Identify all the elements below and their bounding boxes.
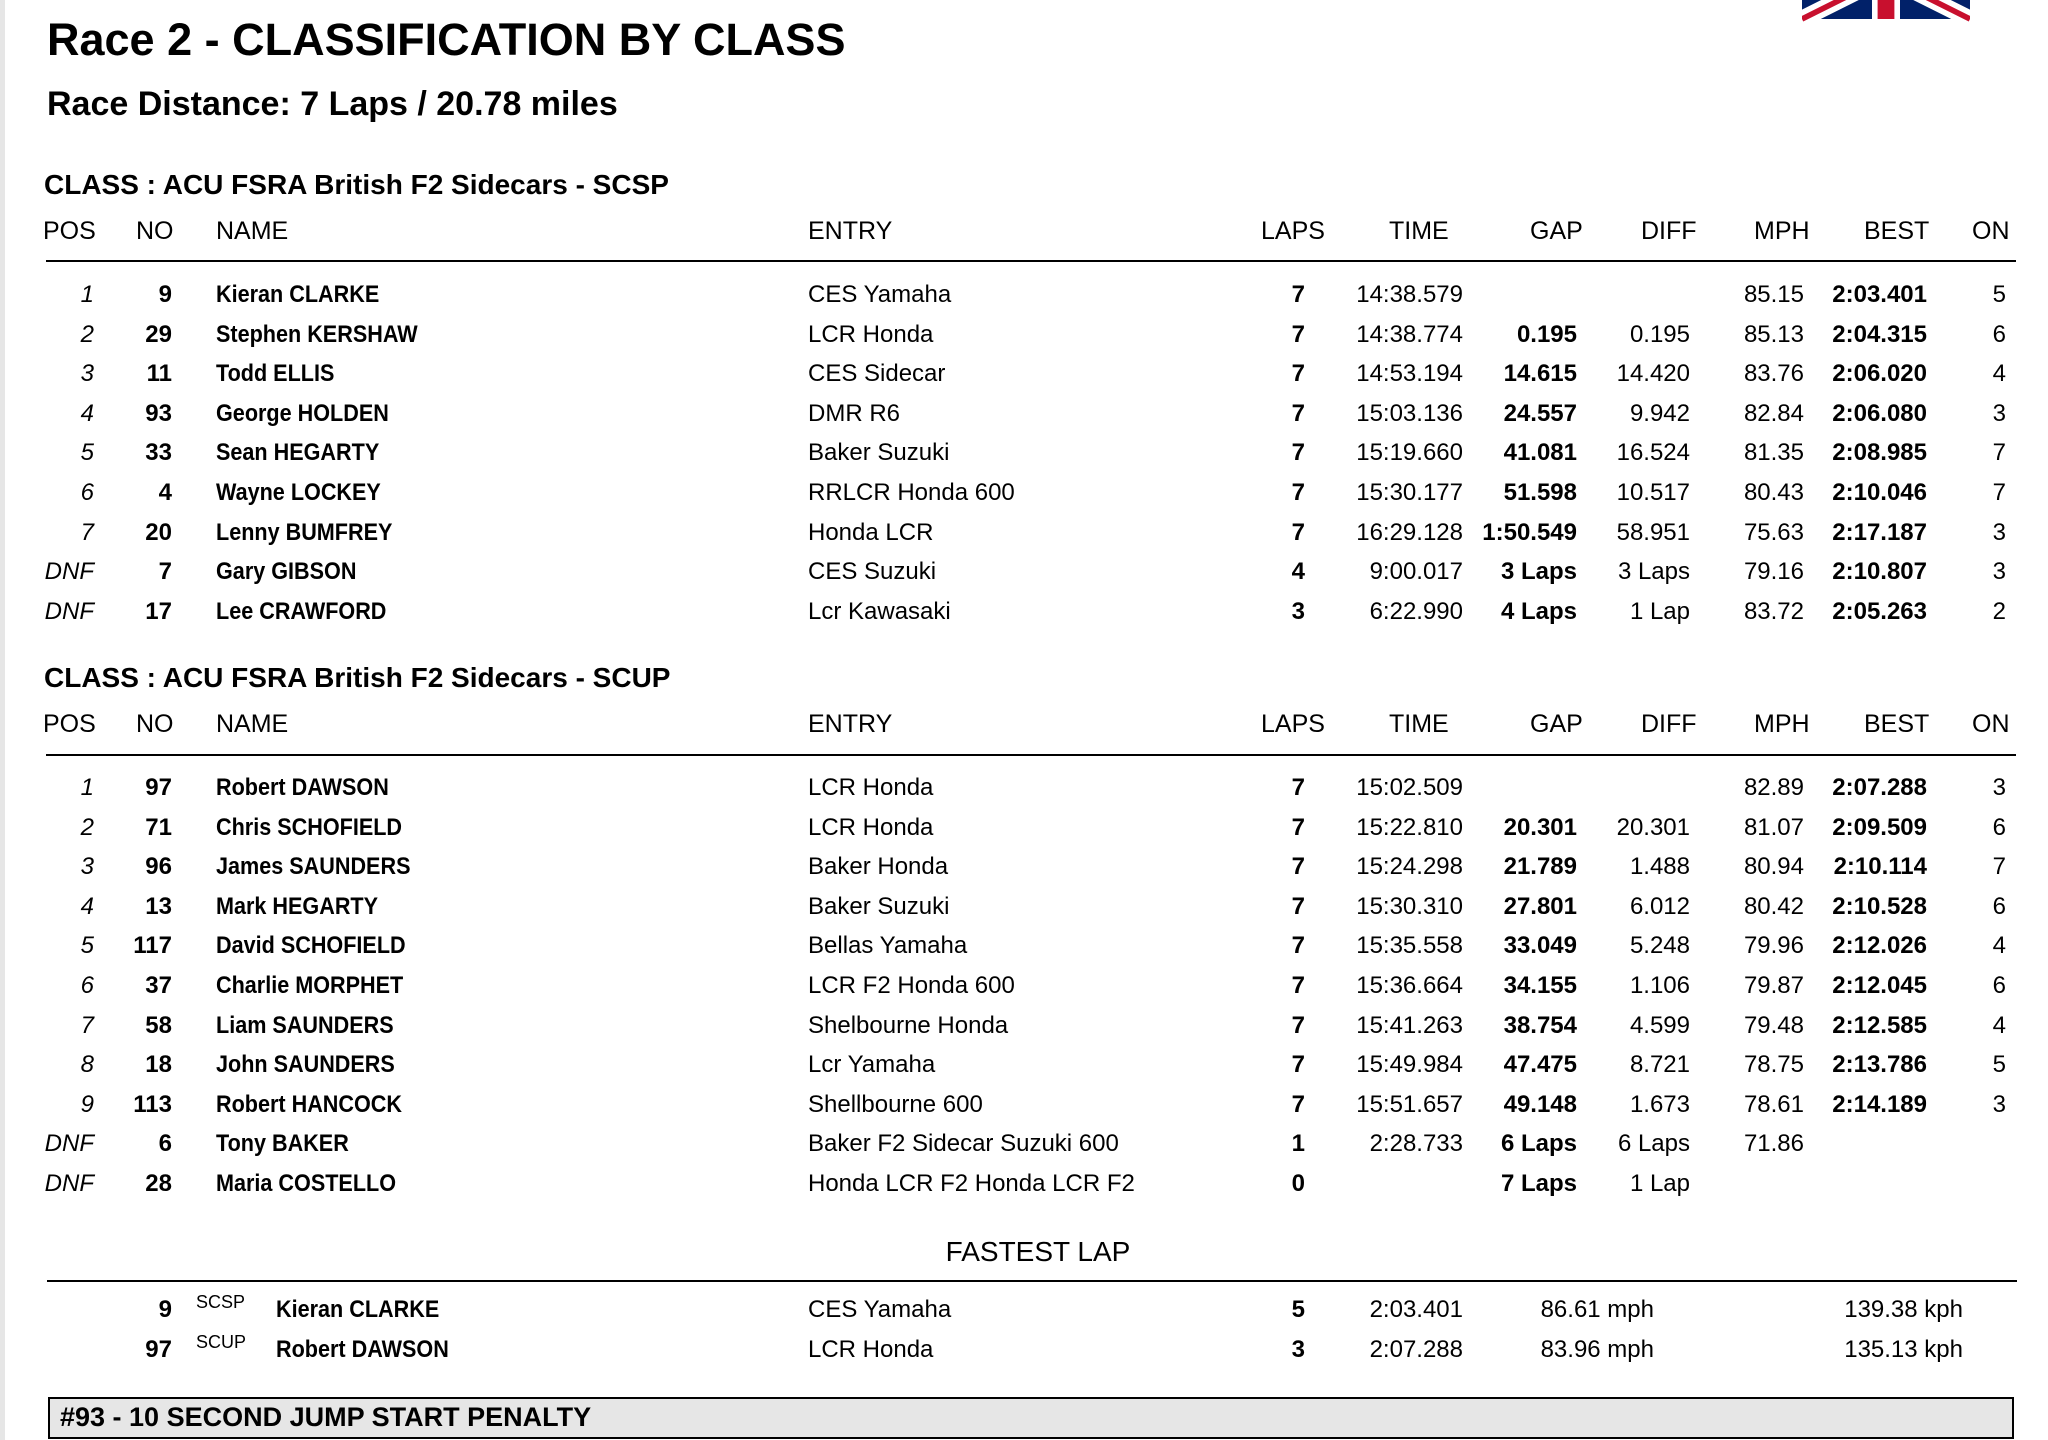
cell-gap: 6 Laps <box>1500 1130 1577 1158</box>
fastest-lap-lap: 5 <box>1291 1296 1305 1323</box>
column-header-row <box>0 217 2048 251</box>
cell-pos: 2 <box>80 320 94 348</box>
col-name: NAME <box>216 217 289 245</box>
fastest-lap-lap: 3 <box>1291 1336 1305 1363</box>
fastest-lap-row <box>0 1290 2048 1330</box>
fastest-lap-title: FASTEST LAP <box>945 1236 1131 1267</box>
cell-pos: 9 <box>80 1090 94 1118</box>
cell-pos: 1 <box>80 281 94 308</box>
cell-pos: 4 <box>80 399 94 427</box>
col-gap: GAP <box>1530 710 1583 738</box>
cell-pos: 1 <box>80 774 94 801</box>
cell-entry: LCR Honda <box>808 813 934 841</box>
cell-diff: 1.488 <box>1629 853 1690 881</box>
cell-entry: LCR Honda <box>808 774 934 801</box>
cell-diff: 1 Lap <box>1629 1169 1690 1197</box>
table-row <box>0 848 2048 888</box>
cell-laps: 7 <box>1291 1011 1305 1039</box>
cell-entry: Baker Honda <box>808 853 949 881</box>
cell-no: 97 <box>145 774 172 801</box>
table-row <box>0 1007 2048 1047</box>
cell-mph: 83.76 <box>1743 360 1804 388</box>
cell-no: 117 <box>133 932 172 960</box>
fastest-lap-list <box>0 1290 2048 1370</box>
cell-mph: 81.07 <box>1743 813 1804 841</box>
cell-on: 7 <box>1992 853 2006 881</box>
cell-diff: 1.673 <box>1629 1090 1690 1118</box>
cell-on: 3 <box>1992 774 2006 801</box>
cell-name: Liam SAUNDERS <box>216 1011 394 1039</box>
table-row <box>0 927 2048 967</box>
cell-name: Lenny BUMFREY <box>216 518 393 546</box>
cell-pos: 3 <box>80 853 94 881</box>
table-row <box>0 1046 2048 1086</box>
cell-entry: Baker Suzuki <box>808 439 950 467</box>
cell-gap: 24.557 <box>1503 399 1577 427</box>
cell-entry: Baker Suzuki <box>808 892 950 920</box>
cell-entry: Shellbourne 600 <box>808 1090 983 1118</box>
col-on: ON <box>1972 217 2010 245</box>
cell-no: 13 <box>145 892 172 920</box>
cell-time: 15:41.263 <box>1356 1011 1463 1039</box>
cell-best: 2:06.080 <box>1832 399 1927 427</box>
cell-on: 7 <box>1992 478 2006 506</box>
cell-entry: DMR R6 <box>808 399 901 427</box>
cell-best: 2:12.585 <box>1832 1011 1927 1039</box>
fastest-lap-no: 9 <box>158 1296 172 1323</box>
cell-gap: 20.301 <box>1503 813 1577 841</box>
cell-diff: 1 Lap <box>1629 597 1690 625</box>
fastest-lap-class: SCUP <box>196 1332 247 1352</box>
cell-on: 4 <box>1992 360 2006 388</box>
col-laps: LAPS <box>1261 710 1325 738</box>
cell-laps: 7 <box>1291 813 1305 841</box>
cell-no: 9 <box>158 281 172 308</box>
cell-name: Sean HEGARTY <box>216 439 380 467</box>
cell-laps: 7 <box>1291 320 1305 348</box>
cell-name: Wayne LOCKEY <box>216 478 381 506</box>
cell-pos: DNF <box>44 1169 94 1197</box>
class-title: CLASS : ACU FSRA British F2 Sidecars - SCUP <box>44 662 671 693</box>
col-best: BEST <box>1864 217 1930 245</box>
cell-diff: 8.721 <box>1629 1051 1690 1079</box>
fastest-lap-rule <box>47 1280 2017 1282</box>
cell-pos: 4 <box>80 892 94 920</box>
cell-entry: CES Sidecar <box>808 360 946 388</box>
cell-pos: 6 <box>80 971 94 999</box>
cell-pos: 8 <box>80 1051 94 1079</box>
cell-time: 14:38.579 <box>1356 281 1463 308</box>
cell-laps: 7 <box>1291 932 1305 960</box>
cell-gap: 21.789 <box>1503 853 1577 881</box>
fastest-lap-entry: CES Yamaha <box>808 1296 952 1323</box>
cell-on: 2 <box>1992 597 2006 625</box>
cell-no: 96 <box>145 853 172 881</box>
fastest-lap-kph: 135.13 kph <box>1844 1336 1963 1363</box>
cell-best: 2:10.114 <box>1833 853 1927 881</box>
cell-best: 2:13.786 <box>1832 1051 1927 1079</box>
fastest-lap-entry: LCR Honda <box>808 1336 934 1363</box>
cell-on: 7 <box>1992 439 2006 467</box>
cell-on: 4 <box>1992 932 2006 960</box>
cell-on: 6 <box>1992 813 2006 841</box>
cell-pos: DNF <box>44 1130 94 1158</box>
cell-entry: LCR Honda <box>808 320 934 348</box>
cell-best: 2:12.045 <box>1832 971 1927 999</box>
cell-best: 2:06.020 <box>1832 360 1927 388</box>
cell-name: Mark HEGARTY <box>216 892 379 920</box>
cell-best: 2:08.985 <box>1832 439 1927 467</box>
fastest-lap-name: Robert DAWSON <box>276 1336 449 1363</box>
cell-time: 15:24.298 <box>1356 853 1463 881</box>
table-row <box>0 553 2048 593</box>
cell-entry: RRLCR Honda 600 <box>808 478 1015 506</box>
cell-no: 6 <box>158 1130 172 1158</box>
cell-gap: 33.049 <box>1503 932 1577 960</box>
table-row <box>0 395 2048 435</box>
col-pos: POS <box>43 710 96 738</box>
fastest-lap-time: 2:07.288 <box>1369 1336 1463 1363</box>
cell-pos: 5 <box>80 439 94 467</box>
cell-laps: 7 <box>1291 892 1305 920</box>
cell-entry: Honda LCR F2 Honda LCR F2 <box>808 1169 1135 1197</box>
cell-name: Tony BAKER <box>216 1130 349 1158</box>
cell-name: Lee CRAWFORD <box>216 597 387 625</box>
cell-gap: 0.195 <box>1516 320 1577 348</box>
cell-name: George HOLDEN <box>216 399 389 427</box>
cell-on: 3 <box>1992 558 2006 586</box>
cell-laps: 4 <box>1291 558 1305 586</box>
cell-entry: Lcr Yamaha <box>808 1051 936 1079</box>
cell-on: 3 <box>1992 518 2006 546</box>
cell-name: Gary GIBSON <box>216 558 357 586</box>
cell-no: 20 <box>145 518 172 546</box>
cell-name: Chris SCHOFIELD <box>216 813 403 841</box>
cell-laps: 7 <box>1291 281 1305 308</box>
col-no: NO <box>136 217 174 245</box>
header-rule <box>46 754 2016 756</box>
cell-diff: 6.012 <box>1629 892 1690 920</box>
cell-gap: 49.148 <box>1503 1090 1577 1118</box>
cell-name: James SAUNDERS <box>216 853 411 881</box>
table-row <box>0 276 2048 316</box>
cell-mph: 80.42 <box>1743 892 1804 920</box>
cell-pos: 6 <box>80 478 94 506</box>
cell-laps: 7 <box>1291 971 1305 999</box>
cell-diff: 0.195 <box>1629 320 1690 348</box>
table-row <box>0 809 2048 849</box>
col-mph: MPH <box>1754 710 1810 738</box>
cell-time: 16:29.128 <box>1356 518 1463 546</box>
results-list <box>0 276 2048 632</box>
cell-best: 2:07.288 <box>1832 774 1927 801</box>
cell-laps: 7 <box>1291 439 1305 467</box>
race-distance: Race Distance: 7 Laps / 20.78 miles <box>47 85 618 123</box>
cell-pos: 3 <box>80 360 94 388</box>
cell-pos: 2 <box>80 813 94 841</box>
cell-mph: 79.16 <box>1743 558 1804 586</box>
cell-no: 7 <box>158 558 172 586</box>
cell-laps: 7 <box>1291 518 1305 546</box>
table-row <box>0 355 2048 395</box>
fastest-lap-name: Kieran CLARKE <box>276 1296 440 1323</box>
cell-laps: 7 <box>1291 360 1305 388</box>
col-name: NAME <box>216 710 289 738</box>
cell-mph: 79.48 <box>1743 1011 1804 1039</box>
cell-no: 28 <box>145 1169 172 1197</box>
cell-diff: 58.951 <box>1616 518 1690 546</box>
cell-name: John SAUNDERS <box>216 1051 395 1079</box>
table-row <box>0 593 2048 633</box>
fastest-lap-mph: 83.96 mph <box>1540 1336 1654 1363</box>
cell-best: 2:10.807 <box>1832 558 1927 586</box>
cell-no: 93 <box>145 399 172 427</box>
cell-time: 15:30.177 <box>1356 478 1463 506</box>
cell-time: 15:19.660 <box>1356 439 1463 467</box>
table-row <box>0 434 2048 474</box>
col-entry: ENTRY <box>808 710 893 738</box>
cell-no: 71 <box>145 813 172 841</box>
cell-gap: 1:50.549 <box>1482 518 1577 546</box>
cell-diff: 4.599 <box>1629 1011 1690 1039</box>
col-mph: MPH <box>1754 217 1810 245</box>
cell-name: Kieran CLARKE <box>216 281 380 308</box>
cell-name: Charlie MORPHET <box>216 971 404 999</box>
col-time: TIME <box>1389 710 1449 738</box>
cell-time: 9:00.017 <box>1369 558 1463 586</box>
cell-time: 2:28.733 <box>1369 1130 1463 1158</box>
cell-time: 15:03.136 <box>1356 399 1463 427</box>
fastest-lap-no: 97 <box>145 1336 172 1363</box>
cell-entry: CES Suzuki <box>808 558 937 586</box>
cell-name: Maria COSTELLO <box>216 1169 397 1197</box>
union-jack-icon <box>1802 0 1970 34</box>
page-title: Race 2 - CLASSIFICATION BY CLASS <box>47 14 846 65</box>
cell-mph: 82.89 <box>1743 774 1804 801</box>
cell-no: 37 <box>145 971 172 999</box>
cell-time: 6:22.990 <box>1369 597 1463 625</box>
cell-gap: 34.155 <box>1503 971 1577 999</box>
cell-mph: 79.87 <box>1743 971 1804 999</box>
cell-on: 5 <box>1992 281 2006 308</box>
fastest-lap-kph: 139.38 kph <box>1844 1296 1963 1323</box>
cell-diff: 10.517 <box>1616 478 1690 506</box>
cell-time: 15:35.558 <box>1356 932 1463 960</box>
table-row <box>0 474 2048 514</box>
cell-laps: 7 <box>1291 399 1305 427</box>
col-best: BEST <box>1864 710 1930 738</box>
table-row <box>0 888 2048 928</box>
cell-no: 113 <box>133 1090 172 1118</box>
cell-on: 6 <box>1992 320 2006 348</box>
cell-time: 15:49.984 <box>1356 1051 1463 1079</box>
cell-pos: 7 <box>80 518 94 546</box>
cell-time: 15:51.657 <box>1356 1090 1463 1118</box>
cell-gap: 14.615 <box>1503 360 1577 388</box>
cell-no: 11 <box>146 360 172 388</box>
cell-gap: 27.801 <box>1503 892 1577 920</box>
cell-gap: 51.598 <box>1503 478 1577 506</box>
cell-diff: 9.942 <box>1629 399 1690 427</box>
cell-name: Robert HANCOCK <box>216 1090 403 1118</box>
cell-on: 3 <box>1992 1090 2006 1118</box>
cell-time: 15:30.310 <box>1356 892 1463 920</box>
cell-diff: 5.248 <box>1629 932 1690 960</box>
penalty-text: #93 - 10 SECOND JUMP START PENALTY <box>60 1402 592 1432</box>
cell-no: 18 <box>145 1051 172 1079</box>
cell-gap: 41.081 <box>1503 439 1577 467</box>
cell-best: 2:04.315 <box>1832 320 1927 348</box>
cell-name: Todd ELLIS <box>216 360 335 388</box>
fastest-lap-mph: 86.61 mph <box>1540 1296 1654 1323</box>
cell-time: 15:02.509 <box>1356 774 1463 801</box>
cell-mph: 80.94 <box>1743 853 1804 881</box>
cell-mph: 75.63 <box>1743 518 1804 546</box>
col-pos: POS <box>43 217 96 245</box>
cell-gap: 7 Laps <box>1500 1169 1577 1197</box>
cell-mph: 85.15 <box>1743 281 1804 308</box>
cell-on: 6 <box>1992 892 2006 920</box>
table-row <box>0 769 2048 809</box>
cell-diff: 20.301 <box>1616 813 1690 841</box>
col-diff: DIFF <box>1641 710 1697 738</box>
cell-laps: 1 <box>1291 1130 1305 1158</box>
cell-entry: Lcr Kawasaki <box>808 597 951 625</box>
cell-name: David SCHOFIELD <box>216 932 406 960</box>
cell-diff: 6 Laps <box>1617 1130 1690 1158</box>
cell-no: 4 <box>158 478 172 506</box>
col-laps: LAPS <box>1261 217 1325 245</box>
fastest-lap-row <box>0 1330 2048 1370</box>
table-row <box>0 967 2048 1007</box>
cell-best: 2:10.528 <box>1832 892 1927 920</box>
table-row <box>0 1125 2048 1165</box>
results-list <box>0 769 2048 1205</box>
cell-on: 6 <box>1992 971 2006 999</box>
cell-gap: 47.475 <box>1503 1051 1577 1079</box>
column-header-row <box>0 710 2048 744</box>
cell-mph: 83.72 <box>1743 597 1804 625</box>
cell-time: 14:38.774 <box>1356 320 1463 348</box>
col-gap: GAP <box>1530 217 1583 245</box>
fastest-lap-time: 2:03.401 <box>1369 1296 1463 1323</box>
cell-laps: 7 <box>1291 853 1305 881</box>
cell-laps: 7 <box>1291 774 1305 801</box>
class-title: CLASS : ACU FSRA British F2 Sidecars - SCSP <box>44 169 669 200</box>
penalty-notice <box>48 1397 2014 1439</box>
cell-best: 2:10.046 <box>1832 478 1927 506</box>
cell-name: Robert DAWSON <box>216 774 389 801</box>
cell-no: 58 <box>145 1011 172 1039</box>
col-entry: ENTRY <box>808 217 893 245</box>
cell-mph: 71.86 <box>1743 1130 1804 1158</box>
cell-diff: 1.106 <box>1629 971 1690 999</box>
cell-best: 2:09.509 <box>1832 813 1927 841</box>
cell-diff: 14.420 <box>1616 360 1690 388</box>
cell-time: 15:36.664 <box>1356 971 1463 999</box>
cell-name: Stephen KERSHAW <box>216 320 418 348</box>
cell-on: 3 <box>1992 399 2006 427</box>
cell-best: 2:05.263 <box>1832 597 1927 625</box>
col-no: NO <box>136 710 174 738</box>
cell-laps: 3 <box>1291 597 1305 625</box>
cell-mph: 79.96 <box>1743 932 1804 960</box>
table-row <box>0 514 2048 554</box>
col-time: TIME <box>1389 217 1449 245</box>
cell-pos: DNF <box>44 558 94 586</box>
cell-diff: 16.524 <box>1616 439 1690 467</box>
cell-entry: CES Yamaha <box>808 281 952 308</box>
col-on: ON <box>1972 710 2010 738</box>
cell-mph: 78.61 <box>1743 1090 1804 1118</box>
cell-mph: 80.43 <box>1743 478 1804 506</box>
table-row <box>0 316 2048 356</box>
cell-mph: 85.13 <box>1743 320 1804 348</box>
cell-pos: DNF <box>44 597 94 625</box>
cell-no: 33 <box>145 439 172 467</box>
cell-mph: 78.75 <box>1743 1051 1804 1079</box>
cell-diff: 3 Laps <box>1617 558 1690 586</box>
cell-laps: 7 <box>1291 1051 1305 1079</box>
cell-entry: Baker F2 Sidecar Suzuki 600 <box>808 1130 1119 1158</box>
table-row <box>0 1086 2048 1126</box>
cell-pos: 7 <box>80 1011 94 1039</box>
cell-laps: 7 <box>1291 478 1305 506</box>
cell-mph: 81.35 <box>1743 439 1804 467</box>
header-rule <box>46 260 2016 262</box>
cell-laps: 7 <box>1291 1090 1305 1118</box>
col-diff: DIFF <box>1641 217 1697 245</box>
cell-mph: 82.84 <box>1743 399 1804 427</box>
table-row <box>0 1165 2048 1205</box>
cell-time: 15:22.810 <box>1356 813 1463 841</box>
cell-on: 5 <box>1992 1051 2006 1079</box>
cell-on: 4 <box>1992 1011 2006 1039</box>
cell-entry: Shelbourne Honda <box>808 1011 1009 1039</box>
cell-entry: Honda LCR <box>808 518 934 546</box>
cell-gap: 4 Laps <box>1500 597 1577 625</box>
cell-no: 29 <box>145 320 172 348</box>
cell-laps: 0 <box>1291 1169 1305 1197</box>
fastest-lap-class: SCSP <box>196 1292 246 1312</box>
cell-best: 2:14.189 <box>1832 1090 1927 1118</box>
cell-best: 2:12.026 <box>1832 932 1927 960</box>
cell-gap: 38.754 <box>1503 1011 1577 1039</box>
cell-gap: 3 Laps <box>1500 558 1577 586</box>
cell-entry: LCR F2 Honda 600 <box>808 971 1015 999</box>
cell-entry: Bellas Yamaha <box>808 932 968 960</box>
cell-pos: 5 <box>80 932 94 960</box>
cell-time: 14:53.194 <box>1356 360 1463 388</box>
cell-best: 2:17.187 <box>1832 518 1927 546</box>
cell-best: 2:03.401 <box>1832 281 1927 308</box>
cell-no: 17 <box>145 597 172 625</box>
